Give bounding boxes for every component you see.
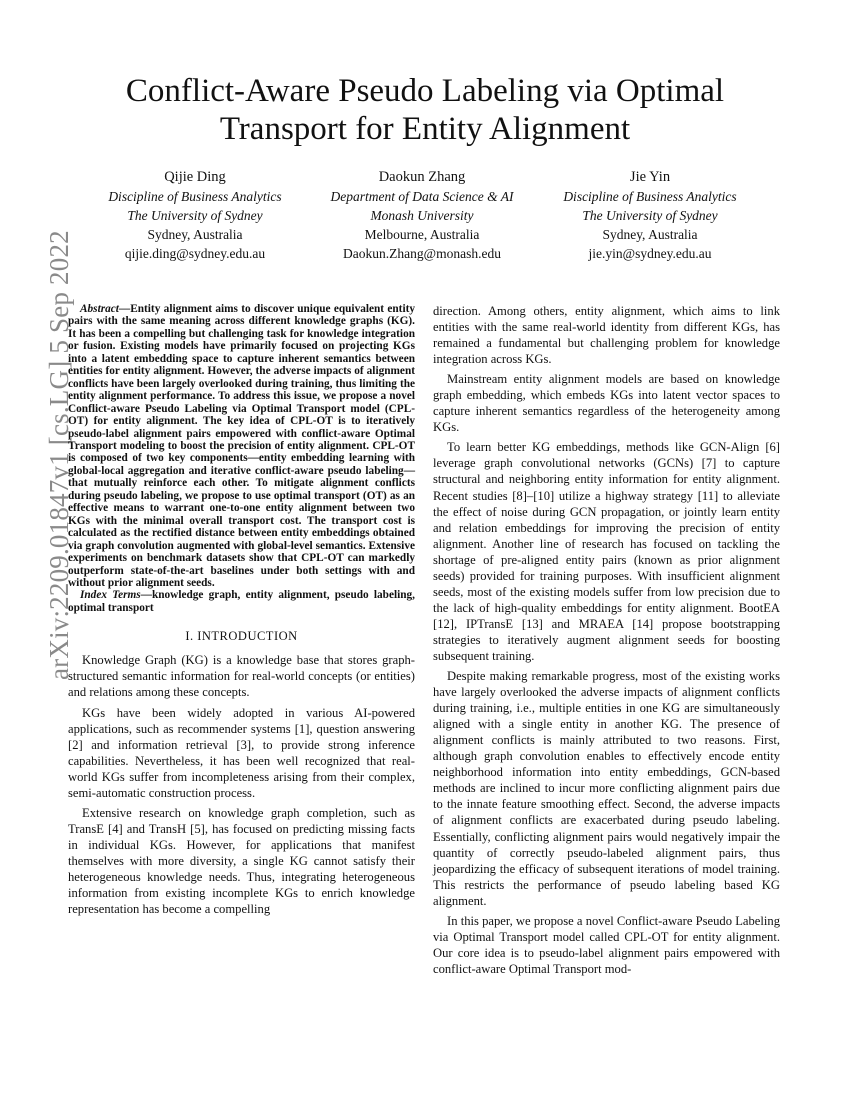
right-column: [433, 303, 780, 981]
author-location: Melbourne, Australia: [364, 227, 480, 242]
author-location: Sydney, Australia: [602, 227, 698, 242]
body-paragraph: In this paper, we propose a novel Conflict-aware Pseudo Labeling via Optimal Transport model called CPL-OT for entity alignment. Our core idea is to pseudo-label alignment pairs empowered with conflict-aware Optimal Transport mod-: [433, 913, 780, 976]
body-paragraph: direction. Among others, entity alignment, which aims to link entities with the same real-world identity from different KGs, has remained a fundamental but challenging problem for knowledge integration across KGs.: [433, 304, 780, 367]
author-organization: Monash University: [370, 208, 474, 223]
body-paragraph: To learn better KG embeddings, methods like GCN-Align [6] leverage graph convolutional networks (GCNs) [7] to capture structural and neighboring entity information for entity alignment. Recent studies [8]–[10] utilize a highway strategy [11] to alleviate the effect of noise during GCN propagation, or jointly learn entity and relation embeddings for improving the precision of entity alignment. Another line of research has focused on tackling the shortage of pre-aligned entity pairs (known as prior alignment seeds) provided for training purposes. With insufficient alignment seeds, most of the existing models suffer from low precision due to the lack of high-quality embeddings for entity alignment. BootEA [12], IPTransE [13] and MRAEA [14] propose bootstrapping strategies to iteratively augment alignment seeds for boosting subsequent training.: [433, 440, 780, 663]
author-organization: The University of Sydney: [127, 208, 263, 223]
author-name: Daokun Zhang: [378, 169, 466, 185]
author-department: Discipline of Business Analytics: [108, 189, 282, 204]
body-paragraph: KGs have been widely adopted in various AI-powered applications, such as recommender systems [1], question answering [2] and information retrieval [3], to provide strong inference capabilities. Nevertheless, it has been well recognized that real-world KGs suffer from incompleteness arising from their complex, semi-automatic construction process.: [68, 705, 415, 800]
abstract-text: —Entity alignment aims to discover unique equivalent entity pairs with the same meaning across different knowledge graphs (KG). It has been a compelling but challenging task for knowledge integration or fusion. Existing models have primarily focused on projecting KGs into a latent embedding space to capture inherent semantics between entities for entity alignment. However, the adverse impacts of alignment conflicts have been largely overlooked during training, thus limiting the entity alignment performance. To address this issue, we propose a novel Conflict-aware Pseudo Labeling via Optimal Transport model (CPL-OT) for entity alignment. The key idea of CPL-OT is to iteratively pseudo-label alignment pairs empowered with conflict-aware Optimal Transport modeling to boost the precision of entity alignment. CPL-OT is composed of two key components—entity embedding learning with global-local aggregation and iterative conflict-aware pseudo labeling—that mutually reinforce each other. To mitigate alignment conflicts during pseudo labeling, we propose to use optimal transport (OT) as an effective means to warrant one-to-one entity alignment between two KGs with the minimal overall transport cost. The transport cost is calculated as the rectified distance between entity embeddings obtained via graph convolution augmented with global-level semantics. Extensive experiments on benchmark datasets show that CPL-OT can markedly outperform state-of-the-art baselines under both settings with and without prior alignment seeds.: [68, 303, 415, 589]
author-location: Sydney, Australia: [147, 227, 243, 242]
left-column: [68, 303, 415, 921]
body-paragraph: Knowledge Graph (KG) is a knowledge base that stores graph-structured semantic information for real-world concepts (or entities) and relations among these concepts.: [68, 653, 415, 700]
arxiv-identifier-stamp: arXiv:2209.01847v1 [cs.LG] 5 Sep 2022: [44, 230, 74, 680]
author-block: [297, 168, 547, 263]
index-terms: [68, 589, 415, 614]
author-name: Qijie Ding: [164, 169, 226, 185]
body-paragraph: Despite making remarkable progress, most of the existing works have largely overlooked the adverse impacts of alignment conflicts during training, i.e., multiple entities in one KG are simultaneously aligned with a single entity in another KG. The presence of alignment conflicts is mainly attributed to two reasons. First, although graph convolution enables to effectively encode entity neighborhood information into entity embeddings, GCN-based methods are inclined to incur more conflicting alignment pairs due to the innate feature smoothing effect. Second, the adverse impacts of alignment conflicts are exacerbated during pseudo labeling. Essentially, conflicting alignment pairs would negatively impair the quantity of correctly pseudo-labeled alignment pairs, thus jeopardizing the efficacy of subsequent iterations of model training. This restricts the performance of pseudo labeling based KG alignment.: [433, 669, 780, 908]
author-name: Jie Yin: [629, 169, 671, 185]
author-email: Daokun.Zhang@monash.edu: [343, 246, 501, 261]
index-terms-text: —knowledge graph, entity alignment, pseudo labeling, optimal transport: [68, 589, 415, 614]
author-block: [525, 168, 775, 263]
body-paragraph: Extensive research on knowledge graph completion, such as TransE [4] and TransH [5], has focused on predicting missing facts in individual KGs. However, for applications that manifest themselves with more diversity, a single KG cannot satisfy their heterogeneous knowledge needs. Thus, integrating heterogeneous information from existing incomplete KGs to enrich knowledge representation has become a compelling: [68, 805, 415, 917]
author-email: qijie.ding@sydney.edu.au: [124, 246, 266, 261]
abstract: [68, 303, 415, 589]
author-department: Department of Data Science & AI: [330, 189, 514, 204]
index-terms-label: Index Terms: [80, 589, 141, 602]
author-email: jie.yin@sydney.edu.au: [588, 246, 712, 261]
body-paragraph: Mainstream entity alignment models are based on knowledge graph embedding, which embeds KGs into latent vector spaces to capture inherent semantics regardless of the heterogeneity among KGs.: [433, 372, 780, 435]
abstract-label: Abstract: [80, 303, 119, 315]
paper-title: Conflict-Aware Pseudo Labeling via Optimal Transport for Entity Alignment: [125, 73, 725, 147]
author-block: [70, 168, 320, 263]
author-organization: The University of Sydney: [582, 208, 718, 223]
section-heading: I. INTRODUCTION: [185, 629, 298, 644]
author-department: Discipline of Business Analytics: [563, 189, 737, 204]
